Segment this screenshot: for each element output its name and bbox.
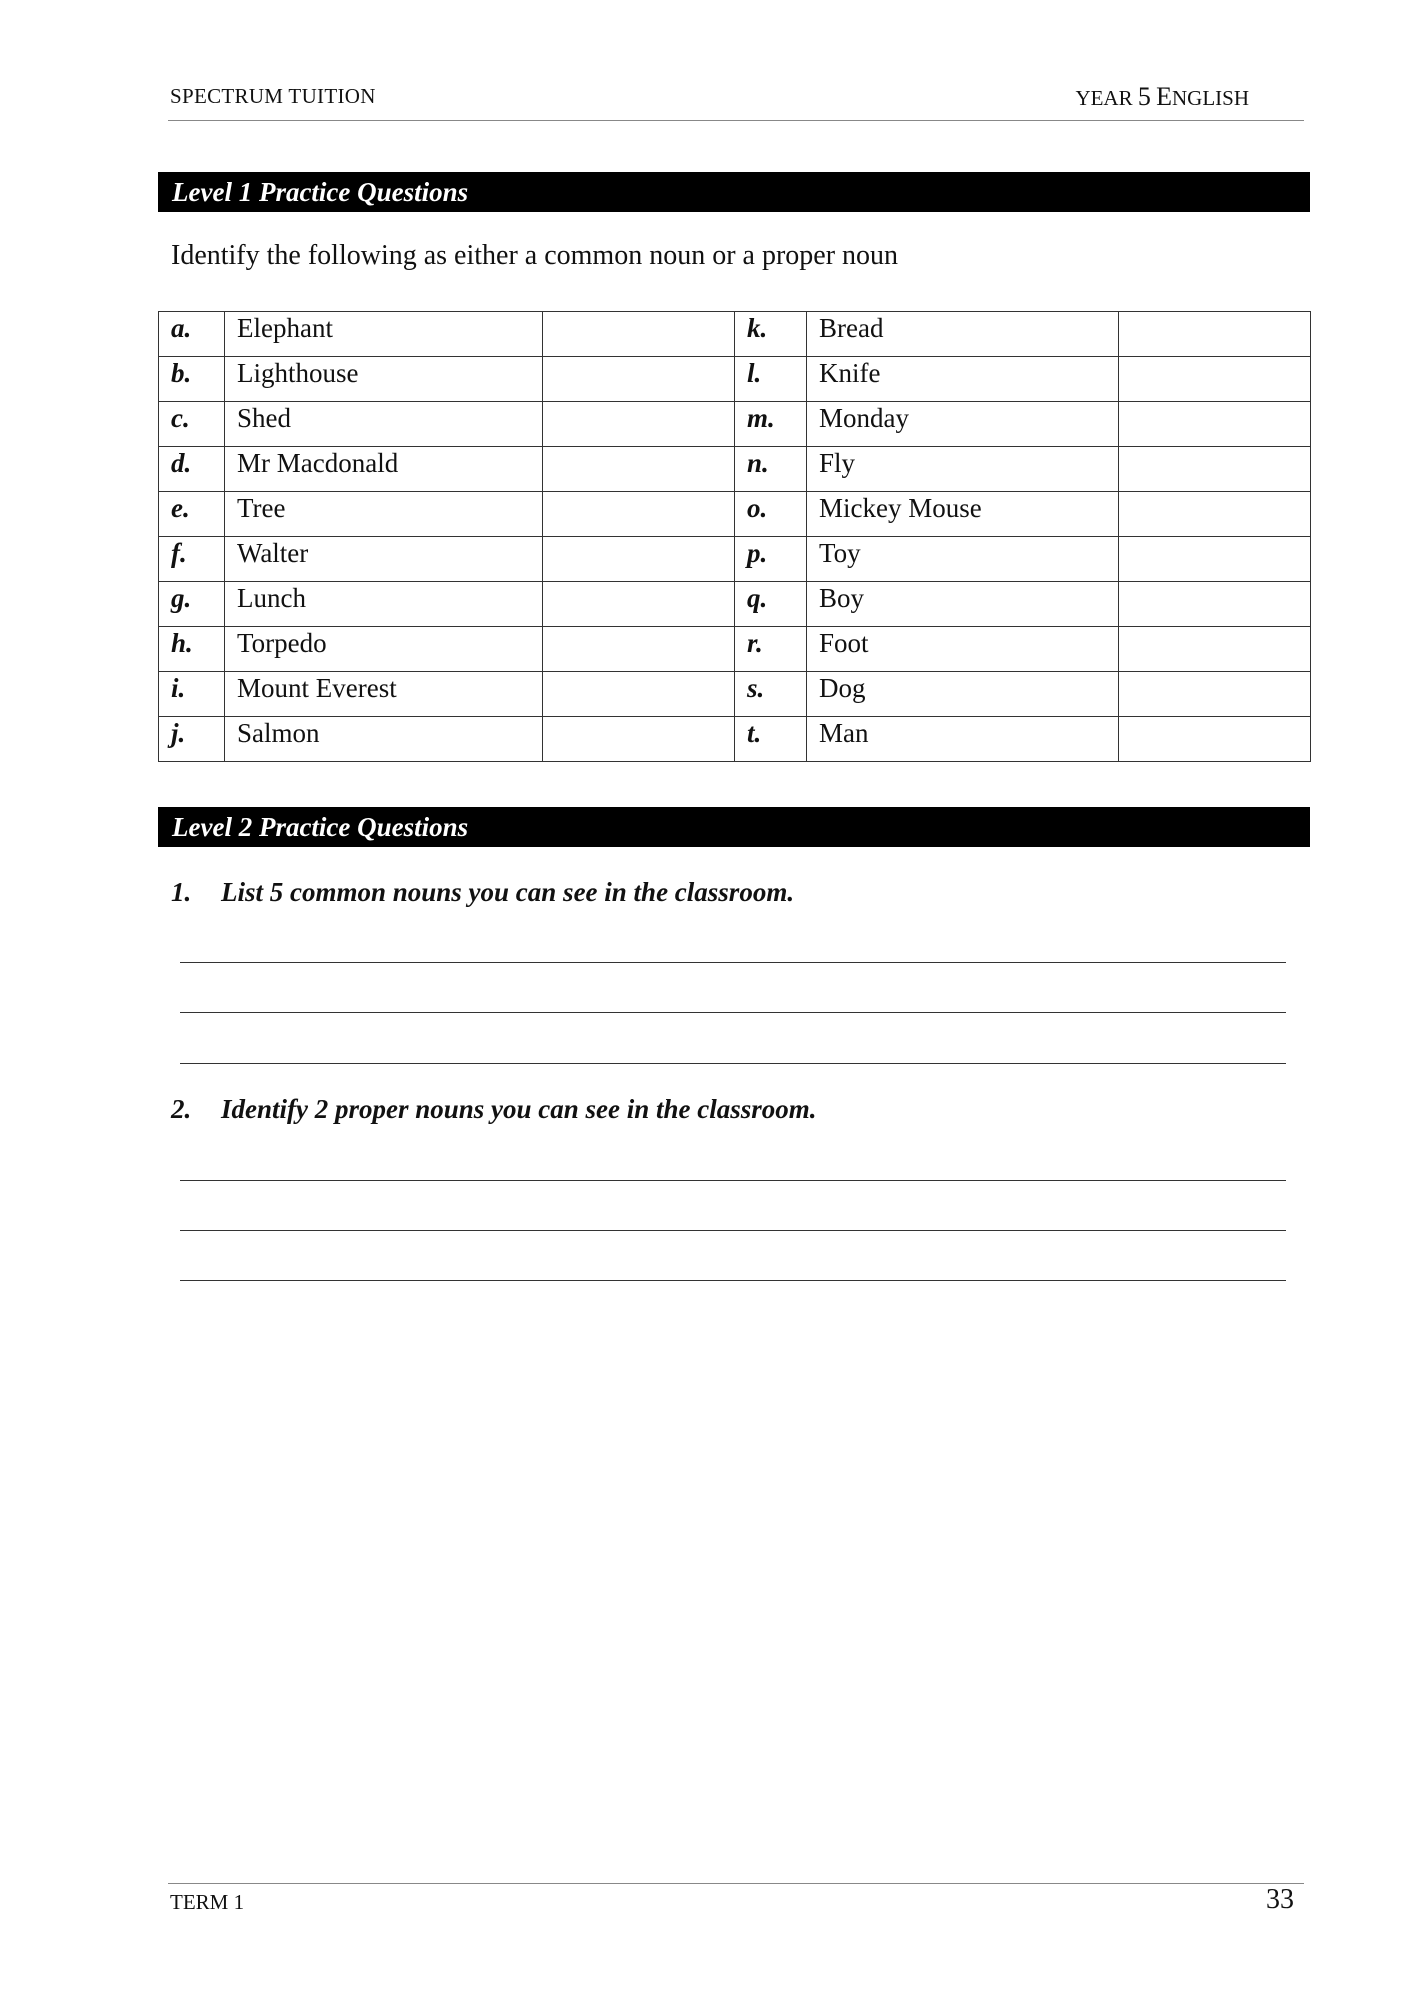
header-subject-initial: E — [1156, 82, 1172, 111]
level1-instruction: Identify the following as either a common noun or a proper noun — [171, 240, 899, 271]
item-letter: j. — [159, 717, 225, 762]
table-row — [159, 582, 1311, 627]
item-letter: e. — [159, 492, 225, 537]
answer-cell[interactable] — [1119, 492, 1311, 537]
answer-cell[interactable] — [1119, 312, 1311, 357]
answer-line[interactable] — [180, 1012, 1286, 1013]
item-word: Torpedo — [225, 627, 543, 672]
table-row — [159, 492, 1311, 537]
answer-cell[interactable] — [543, 672, 735, 717]
question-text: List 5 common nouns you can see in the classroom. — [221, 877, 795, 907]
item-word: Monday — [807, 402, 1119, 447]
item-word: Bread — [807, 312, 1119, 357]
item-letter: m. — [735, 402, 807, 447]
item-letter: l. — [735, 357, 807, 402]
answer-cell[interactable] — [1119, 672, 1311, 717]
item-word: Foot — [807, 627, 1119, 672]
answer-cell[interactable] — [1119, 717, 1311, 762]
item-word: Walter — [225, 537, 543, 582]
item-letter: p. — [735, 537, 807, 582]
item-word: Toy — [807, 537, 1119, 582]
item-letter: b. — [159, 357, 225, 402]
answer-cell[interactable] — [1119, 402, 1311, 447]
answer-cell[interactable] — [1119, 447, 1311, 492]
item-letter: c. — [159, 402, 225, 447]
table-row — [159, 357, 1311, 402]
answer-cell[interactable] — [543, 537, 735, 582]
item-word: Shed — [225, 402, 543, 447]
item-word: Man — [807, 717, 1119, 762]
answer-cell[interactable] — [543, 447, 735, 492]
answer-cell[interactable] — [543, 402, 735, 447]
level2-banner: Level 2 Practice Questions — [158, 807, 1310, 847]
item-word: Elephant — [225, 312, 543, 357]
item-letter: o. — [735, 492, 807, 537]
table-row — [159, 447, 1311, 492]
answer-line[interactable] — [180, 1230, 1286, 1231]
question-text: Identify 2 proper nouns you can see in the classroom. — [221, 1094, 817, 1124]
answer-cell[interactable] — [543, 312, 735, 357]
item-word: Mount Everest — [225, 672, 543, 717]
item-word: Knife — [807, 357, 1119, 402]
item-word: Tree — [225, 492, 543, 537]
answer-line[interactable] — [180, 962, 1286, 963]
item-letter: t. — [735, 717, 807, 762]
level1-banner: Level 1 Practice Questions — [158, 172, 1310, 212]
item-word: Salmon — [225, 717, 543, 762]
header-subject-rest: NGLISH — [1172, 86, 1249, 110]
answer-cell[interactable] — [543, 357, 735, 402]
answer-cell[interactable] — [1119, 627, 1311, 672]
item-word: Lunch — [225, 582, 543, 627]
item-word: Fly — [807, 447, 1119, 492]
header-year-number: 5 — [1137, 82, 1151, 111]
header-subject — [1075, 82, 1249, 112]
question-1 — [171, 877, 794, 908]
answer-cell[interactable] — [543, 627, 735, 672]
header-school-name: SPECTRUM TUITION — [170, 84, 376, 108]
item-letter: a. — [159, 312, 225, 357]
item-letter: g. — [159, 582, 225, 627]
item-word: Mr Macdonald — [225, 447, 543, 492]
answer-cell[interactable] — [543, 717, 735, 762]
table-row — [159, 672, 1311, 717]
item-letter: k. — [735, 312, 807, 357]
page-footer — [168, 1883, 1304, 1924]
noun-table — [158, 311, 1311, 762]
answer-cell[interactable] — [1119, 582, 1311, 627]
item-letter: q. — [735, 582, 807, 627]
table-row — [159, 537, 1311, 582]
item-word: Lighthouse — [225, 357, 543, 402]
table-row — [159, 627, 1311, 672]
answer-cell[interactable] — [543, 492, 735, 537]
item-letter: s. — [735, 672, 807, 717]
item-letter: h. — [159, 627, 225, 672]
item-letter: d. — [159, 447, 225, 492]
table-row — [159, 717, 1311, 762]
question-2 — [171, 1094, 817, 1125]
table-row — [159, 402, 1311, 447]
question-number: 2. — [171, 1094, 192, 1124]
answer-cell[interactable] — [1119, 537, 1311, 582]
item-letter: i. — [159, 672, 225, 717]
answer-cell[interactable] — [543, 582, 735, 627]
answer-line[interactable] — [180, 1063, 1286, 1064]
item-word: Mickey Mouse — [807, 492, 1119, 537]
answer-line[interactable] — [180, 1280, 1286, 1281]
item-word: Dog — [807, 672, 1119, 717]
answer-line[interactable] — [180, 1180, 1286, 1181]
item-letter: f. — [159, 537, 225, 582]
header-year-label: YEAR — [1075, 86, 1133, 110]
page-header — [168, 80, 1304, 121]
item-letter: r. — [735, 627, 807, 672]
page-number: 33 — [1266, 1884, 1294, 1915]
table-row — [159, 312, 1311, 357]
item-word: Boy — [807, 582, 1119, 627]
answer-cell[interactable] — [1119, 357, 1311, 402]
item-letter: n. — [735, 447, 807, 492]
question-number: 1. — [171, 877, 192, 907]
footer-term: TERM 1 — [170, 1890, 245, 1914]
